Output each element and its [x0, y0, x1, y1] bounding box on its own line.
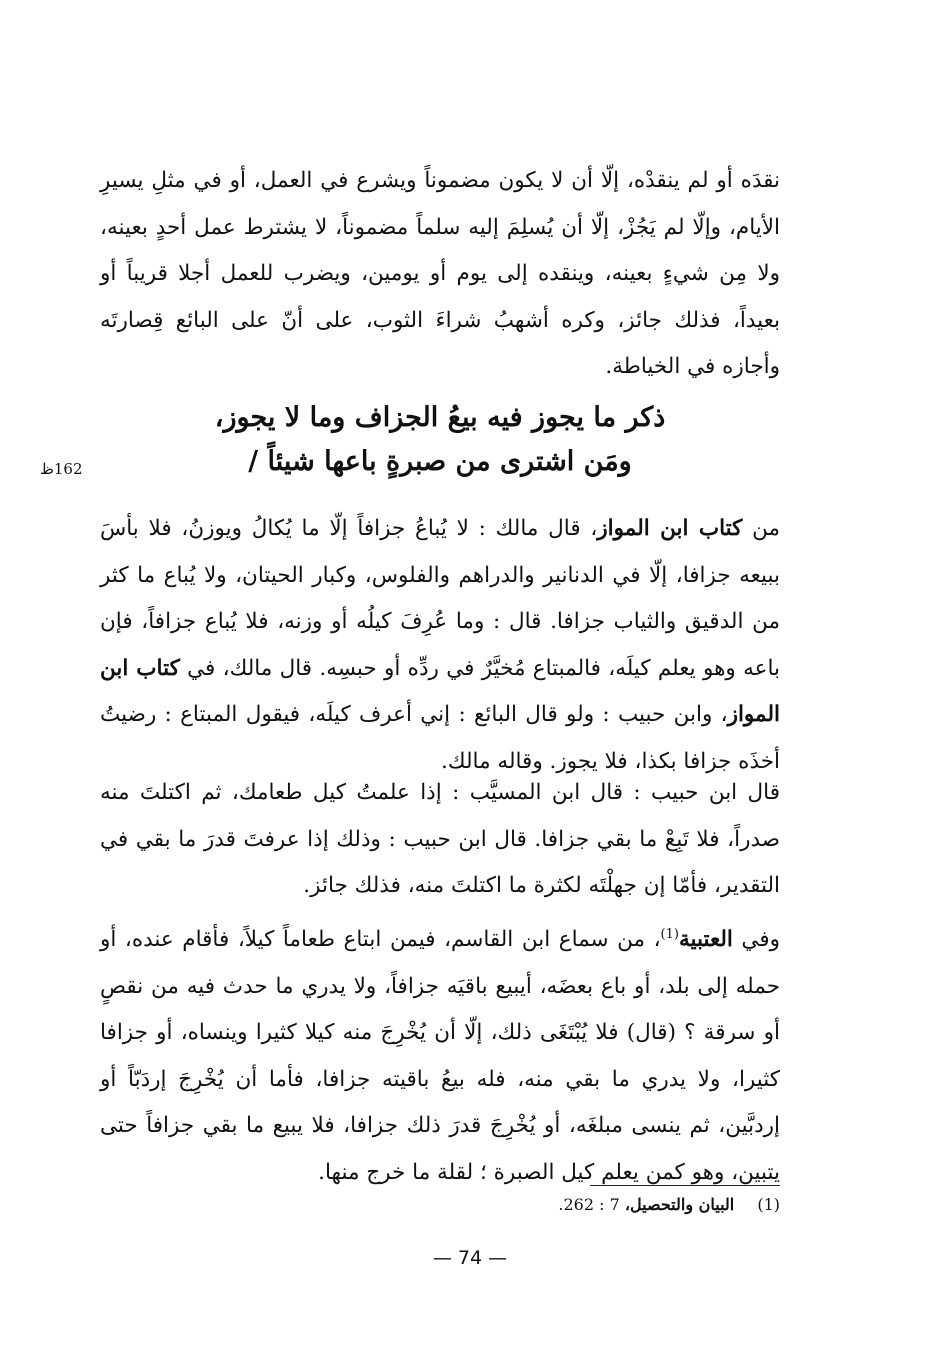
paragraph-al-utbiyya	[100, 912, 780, 1196]
section-heading	[100, 396, 780, 484]
heading-line-2: ومَن اشترى من صبرةٍ باعها شيئاً /	[248, 446, 632, 477]
paragraph3-text: ، من سماع ابن القاسم، فيمن ابتاع طعاماً كيلاً، فأقام عنده، أو حمله إلى بلد، أو باع بعضَه، أيبيع باقيَه جزافاً، ولا يدري ما حدث فيه من نقصٍ أو سرقة ؟ (قال) فلا يُبْتَغَى ذلك، إلّا أن يُخْرِجَ منه كيلا كثيرا وينساه، أو جزافا كثيرا، ولا يدري ما بقي منه، فله بيعُ باقيته جزافا، فأما أن يُخْرِجَ إردَبّاً أو إردبَّين، ثم ينسى مبلغَه، أو يُخْرِجَ قدرَ ذلك جزافا، فلا يبيع ما بقي جزافاً حتى يتبين، وهو كمن يعلم كيل الصبرة ؛ لقلة ما خرج منها.	[100, 927, 780, 1185]
heading-line-1: ذكر ما يجوز فيه بيعُ الجزاف وما لا يجوز،	[214, 402, 666, 433]
intro-paragraph: نقدَه أو لم ينقدْه، إلّا أن لا يكون مضموناً ويشرع في العمل، أو في مثلِ يسيرِ الأيام، وإلّا لم يَجُزْ، إلّا أن يُسلِمَ إليه سلماً مضموناً، لا يشترط عمل أحدٍ بعينه، ولا مِن شيءٍ بعينه، وينقده إلى يوم أو يومين، ويضرب للعمل أجلا قريباً أو بعيداً، فذلك جائز، وكره أشهبُ شراءَ الثوب، على أنّ على البائع قِصارتَه وأجازه في الخياطة.	[100, 168, 780, 379]
paragraph-ibn-al-mawwaz	[100, 506, 780, 785]
footnote-reference: البيان والتحصيل،	[624, 1195, 735, 1214]
paragraph1-lead: من	[742, 516, 781, 541]
book-title-ibn-al-mawwaz: كتاب ابن المواز	[597, 516, 743, 541]
book-title-al-utbiyya: العتبية	[678, 927, 733, 953]
paragraph3-lead: وفي	[732, 927, 781, 953]
footnote-separator	[590, 1185, 780, 1186]
footnote-marker: (1)	[660, 927, 679, 942]
paragraph-ibn-habib: قال ابن حبيب : قال ابن المسيَّب : إذا علمتُ كيل طعامك، ثم اكتلتَ منه صدراً، فلا تَبِعْ ما بقي جزافا. قال ابن حبيب : وذلك إذا عرفتَ قدرَ ما بقي في التقدير، فأمّا إن جهلْتَه لكثرة ما اكتلتَ منه، فذلك جائز.	[100, 780, 780, 898]
footnote-number: (1)	[757, 1195, 780, 1214]
footnote-location: 7 : 262.	[558, 1195, 620, 1214]
book-title-ibn-al-mawwaz-2: كتاب ابن المواز	[100, 655, 780, 727]
footnote	[100, 1190, 780, 1220]
paragraph1-text-1: ، قال مالك : لا يُباعُ جزافاً إلّا ما يُكالُ ويوزنُ، فلا بأسَ ببيعه جزافا، إلّا في الدنانير والدراهم والفلوس، وكبار الحيتان، ولا يُباع ما كثر من الدقيق والثياب جزافا. قال : وما عُرِفَ كيلُه أو وزنه، فلا يُباع جزافاً، فإن باعه وهو يعلم كيلَه، فالمبتاع مُخيَّرٌ في ردِّه أو حبسِه. قال مالك، في	[100, 516, 781, 681]
paragraph1-text-2: ، وابن حبيب : ولو قال البائع : إني أعرف كيلَه، فيقول المبتاع : رضيتُ أخذَه جزافا بكذا، فلا يجوز. وقاله مالك.	[100, 702, 780, 774]
page-number: — 74 —	[432, 1247, 508, 1269]
manuscript-folio-note: 162ظ	[40, 460, 83, 478]
